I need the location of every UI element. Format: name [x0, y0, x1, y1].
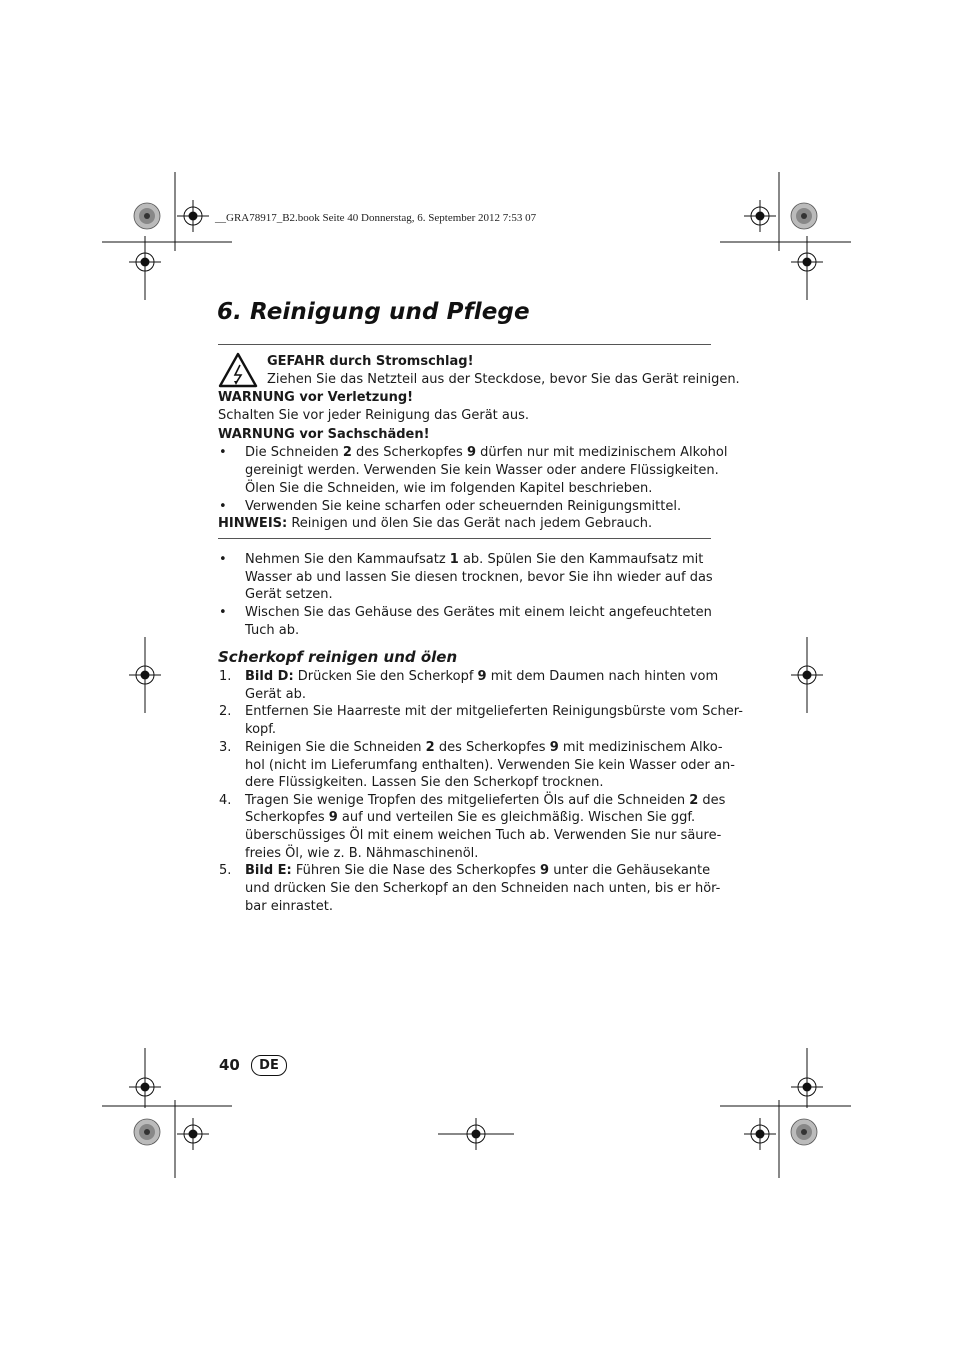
step-2-line-2: kopf. [245, 722, 277, 737]
step-4-line-4: freies Öl, wie z. B. Nähmaschinenöl. [245, 846, 479, 861]
part-number: 2 [342, 445, 352, 460]
warning-electric-icon [218, 352, 258, 388]
note-line [218, 515, 652, 533]
danger-title: GEFAHR durch Stromschlag! [267, 354, 474, 369]
step-4-line-3: überschüssiges Öl mit einem weichen Tuch ab. Verwenden Sie nur säure- [245, 828, 722, 843]
step-4-line-1 [245, 792, 725, 810]
text-run: Nehmen Sie den Kammaufsatz [245, 552, 450, 567]
step-1-line-2: Gerät ab. [245, 687, 306, 702]
text-run: des Scherkopfes [351, 445, 467, 460]
step-number: 3. [219, 740, 232, 755]
step-number: 5. [219, 863, 232, 878]
bullet-mark: • [219, 499, 227, 514]
divider-top [218, 344, 711, 345]
text-run: Drücken Sie den Scherkopf [293, 669, 478, 684]
page-title: 6. Reinigung und Pflege [217, 299, 530, 325]
damage-bullet-1-line-2: gereinigt werden. Verwenden Sie kein Wasser oder andere Flüssigkeiten. [245, 463, 719, 478]
note-label: HINWEIS: [218, 516, 288, 531]
danger-text: Ziehen Sie das Netzteil aus der Steckdose, bevor Sie das Gerät reinigen. [267, 372, 740, 387]
damage-bullet-1-line-3: Ölen Sie die Schneiden, wie im folgenden Kapitel beschrieben. [245, 481, 653, 496]
general-bullet-1-line-2: Wasser ab und lassen Sie diesen trocknen, bevor Sie ihn wieder auf das [245, 570, 713, 585]
step-3-line-1 [245, 739, 723, 757]
step-2-line-1: Entfernen Sie Haarreste mit der mitgelieferten Reinigungsbürste vom Scher- [245, 704, 743, 719]
damage-title: WARNUNG vor Sachschäden! [218, 427, 430, 442]
text-run: mit medizinischem Alko- [558, 740, 723, 755]
general-bullet-1-line-3: Gerät setzen. [245, 587, 333, 602]
page-number: 40 [219, 1056, 240, 1074]
text-run: auf und verteilen Sie es gleichmäßig. Wischen Sie ggf. [337, 810, 696, 825]
text-run: des Scherkopfes [434, 740, 550, 755]
step-5-line-3: bar einrastet. [245, 899, 333, 914]
step-4-line-2 [245, 809, 695, 827]
part-number: 9 [540, 863, 550, 878]
print-meta-line: __GRA78917_B2.book Seite 40 Donnerstag, 6. September 2012 7:53 07 [215, 212, 537, 224]
step-3-line-3: dere Flüssigkeiten. Lassen Sie den Scherkopf trocknen. [245, 775, 604, 790]
divider-bottom [218, 538, 711, 539]
damage-bullet-1-line-1 [245, 444, 727, 462]
text-run: unter die Gehäusekante [549, 863, 711, 878]
text-run: Tragen Sie wenige Tropfen des mitgelieferten Öls auf die Schneiden [245, 793, 690, 808]
injury-text: Schalten Sie vor jeder Reinigung das Gerät aus. [218, 408, 530, 423]
step-1-line-1 [245, 668, 718, 686]
text-run: Führen Sie die Nase des Scherkopfes [291, 863, 541, 878]
bullet-mark: • [219, 445, 227, 460]
step-3-line-2: hol (nicht im Lieferumfang enthalten). Verwenden Sie kein Wasser oder an- [245, 758, 735, 773]
injury-title: WARNUNG vor Verletzung! [218, 390, 414, 405]
text-run: mit dem Daumen nach hinten vom [486, 669, 719, 684]
general-bullet-2-line-2: Tuch ab. [245, 623, 300, 638]
bullet-mark: • [219, 552, 227, 567]
general-bullet-2-line-1: Wischen Sie das Gehäuse des Gerätes mit einem leicht angefeuchteten [245, 605, 712, 620]
section-title: Scherkopf reinigen und ölen [218, 648, 458, 666]
damage-bullet-2: Verwenden Sie keine scharfen oder scheuernden Reinigungsmittel. [245, 499, 682, 514]
step-5-line-1 [245, 862, 710, 880]
language-badge: DE [251, 1055, 287, 1076]
figure-ref: Bild D: [245, 669, 294, 684]
note-text: Reinigen und ölen Sie das Gerät nach jedem Gebrauch. [287, 516, 653, 531]
step-number: 4. [219, 793, 232, 808]
part-number: 2 [425, 740, 435, 755]
text-run: ab. Spülen Sie den Kammaufsatz mit [458, 552, 704, 567]
text-run: Die Schneiden [245, 445, 343, 460]
step-number: 2. [219, 704, 232, 719]
part-number: 9 [549, 740, 559, 755]
step-number: 1. [219, 669, 232, 684]
part-number: 9 [477, 669, 487, 684]
part-number: 9 [328, 810, 338, 825]
part-number: 2 [689, 793, 699, 808]
text-run: Scherkopfes [245, 810, 329, 825]
general-bullet-1-line-1 [245, 551, 703, 569]
text-run: des [698, 793, 726, 808]
bullet-mark: • [219, 605, 227, 620]
part-number: 9 [466, 445, 476, 460]
text-run: Reinigen Sie die Schneiden [245, 740, 426, 755]
figure-ref: Bild E: [245, 863, 292, 878]
step-5-line-2: und drücken Sie den Scherkopf an den Schneiden nach unten, bis er hör- [245, 881, 721, 896]
part-number: 1 [449, 552, 459, 567]
text-run: dürfen nur mit medizinischem Alkohol [476, 445, 728, 460]
